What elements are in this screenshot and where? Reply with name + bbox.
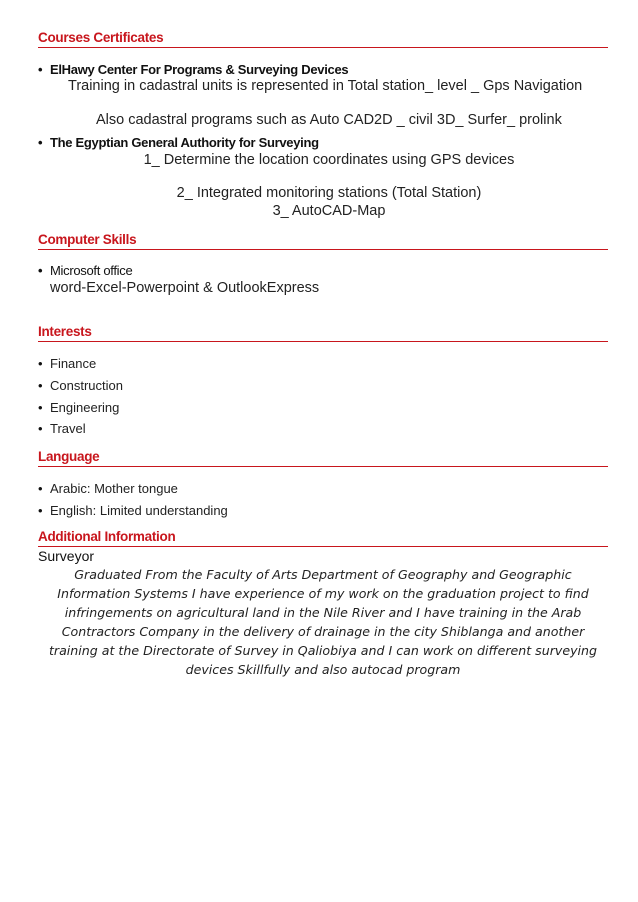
- courses-heading: Courses Certificates: [38, 30, 608, 48]
- list-item: • English: Limited understanding: [50, 503, 228, 518]
- course-detail-line: 1_ Determine the location coordinates using GPS devices: [143, 152, 515, 168]
- course-title-authority: • The Egyptian General Authority for Surveying: [50, 135, 319, 150]
- list-item: • Construction: [50, 378, 123, 393]
- additional-text: Graduated From the Faculty of Arts Department of Geography and Geographic Information Systems I have experience of my work on the graduation project to find infringements on agricultural land in the Nile River and I have training in the Arab Contractors Company in the delivery of drainage in the city Shiblanga and another training at the Directorate of Survey in Qaliobiya and I can work on different surveying devices Skillfully and also autocad program: [48, 567, 598, 677]
- computer-skills-list: [38, 263, 608, 303]
- interests-heading: Interests: [38, 324, 608, 342]
- language-list: [38, 481, 608, 521]
- role-title: Surveyor: [38, 548, 95, 564]
- list-item: • Finance: [50, 356, 96, 371]
- course-detail-line: Also cadastral programs such as Auto CAD2D _ civil 3D_ Surfer_ prolink: [96, 112, 562, 128]
- course-detail-line: Training in cadastral units is represented in Total station_ level _ Gps Navigation: [68, 78, 583, 94]
- additional-body: [38, 548, 608, 677]
- list-item: • Arabic: Mother tongue: [50, 481, 178, 496]
- computer-skills-section: [38, 232, 608, 250]
- list-item: • Travel: [50, 421, 86, 436]
- language-heading: Language: [38, 449, 608, 467]
- additional-section: [38, 529, 608, 547]
- interests-section: [38, 324, 608, 342]
- course-detail-line: 3_ AutoCAD-Map: [272, 203, 386, 219]
- course-title-elhawy: • ElHawy Center For Programs & Surveying Devices: [50, 62, 348, 77]
- list-item: • Engineering: [50, 400, 119, 415]
- language-section: [38, 449, 608, 467]
- courses-section: [38, 30, 608, 48]
- skill-title: • Microsoft office: [50, 263, 132, 278]
- additional-heading: Additional Information: [38, 529, 608, 547]
- interests-list: [38, 356, 608, 446]
- course-detail-line: 2_ Integrated monitoring stations (Total Station): [176, 185, 482, 201]
- computer-skills-heading: Computer Skills: [38, 232, 608, 250]
- skill-detail: word-Excel-Powerpoint & OutlookExpress: [50, 280, 320, 296]
- courses-list: [38, 62, 620, 232]
